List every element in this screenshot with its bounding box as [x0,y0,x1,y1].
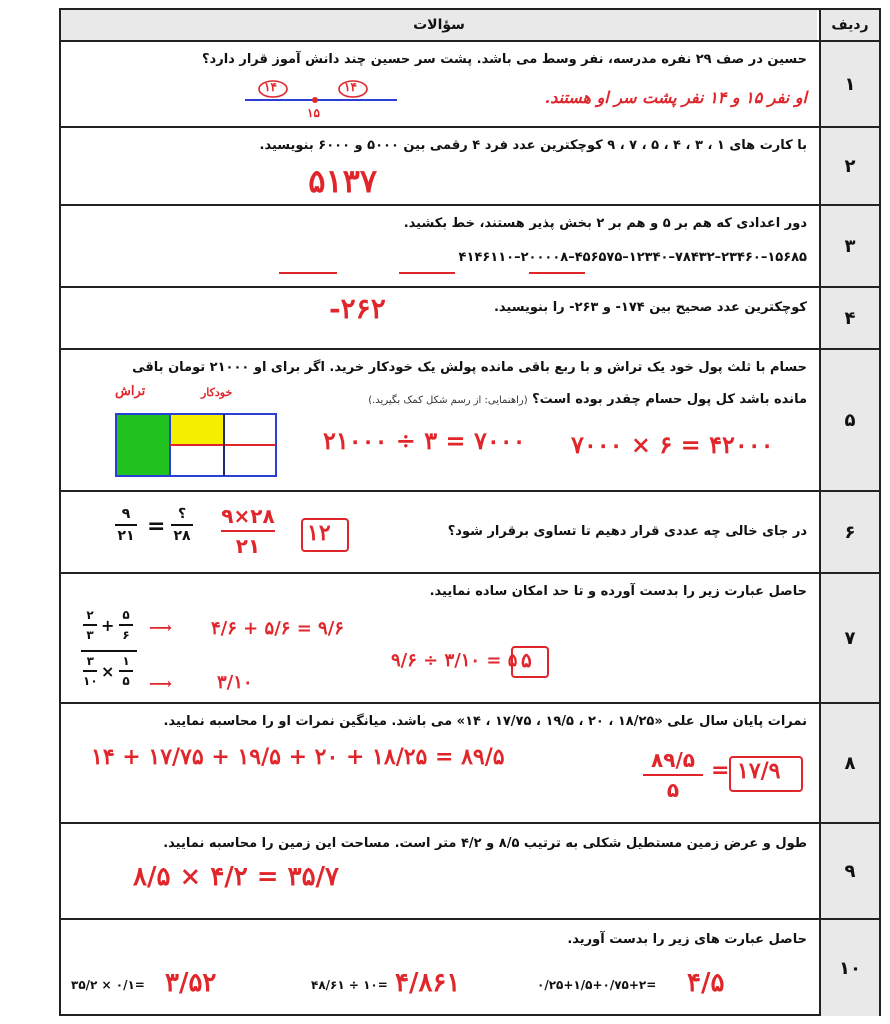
sum-calculation: ۱۴ + ۱۷/۷۵ + ۱۹/۵ + ۲۰ + ۱۸/۲۵ = ۸۹/۵ [91,744,505,770]
question-text: حاصل عبارت زیر را بدست آورده و تا حد امکان ساده نمایید. [429,584,807,599]
fraction [119,654,133,688]
question-cell [61,920,817,1016]
calculation-step: ۴/۶ + ۵/۶ = ۹/۶ [211,618,344,639]
numerator: ۹×۲۸ [221,504,275,528]
row-number: ۴ [819,288,879,348]
numerator: ۲ [86,608,94,622]
question-text: مانده باشد کل پول حسام چقدر بوده است؟ [532,392,807,407]
denominator: ۳ [86,628,94,642]
question-cell [61,824,817,918]
question-row-4 [61,288,879,350]
handwritten-answer: ۵ [521,648,532,672]
question-cell [61,42,817,126]
question-cell [61,574,817,702]
handwritten-answer: ۴/۵ [687,968,725,998]
question-text: نمرات پایان سال علی «۱۸/۲۵ ، ۲۰ ، ۱۹/۵ ، ۱۷/۷۵ ، ۱۴» می باشد. میانگین نمرات او را محاسبه نمایید. [163,714,807,729]
expression: ۰/۲۵+۱/۵+۰/۷۵+۲= [537,978,657,992]
equals-sign: = [711,758,730,783]
denominator: ۱۰ [83,674,98,688]
denominator: ۲۱ [117,528,135,544]
question-text: حسام با ثلث پول خود یک تراش و با ربع باقی مانده پولش یک خودکار خرید. اگر برای او ۲۱۰۰۰ تومان باقی [132,360,807,375]
fraction [83,654,98,688]
underline-mark [529,272,585,274]
table-header [61,10,879,42]
handwritten-answer: -۲۶۲ [329,292,386,325]
row-number: ۸ [819,704,879,822]
sharpener-label: تراش [115,384,146,399]
question-cell [61,704,817,822]
row-number: ۷ [819,574,879,702]
equals-sign: = [147,514,166,539]
main-fraction-bar [81,650,137,652]
numerator: ۹ [121,506,131,522]
handwritten-answer: ۴/۸۶۱ [395,968,461,998]
denominator: ۲۸ [173,528,191,544]
row-number: ۹ [819,824,879,918]
right-count-label: ۱۴ [344,80,357,94]
row-label-header: ردیف [819,10,879,40]
number-list: ۴۱۴۶۱۱۰–۲۰۰۰۰۸–۴۵۶۵۷۵–۱۲۳۴۰–۷۸۴۳۲–۲۳۴۶۰–۱۵۶۸۵ [458,250,807,265]
numerator: ۸۹/۵ [651,748,695,772]
question-hint: (راهنمایی: از رسم شکل کمک بگیرید.) [368,395,528,406]
question-text: دور اعدادی که هم بر ۵ و هم بر ۲ بخش پذیر هستند، خط بکشید. [403,216,807,231]
numerator: ؟ [177,506,187,522]
handwritten-answer: او نفر ۱۵ و ۱۴ نفر پشت سر او هستند. [544,88,807,107]
question-row-2 [61,128,879,206]
question-cell [61,350,817,490]
numerator: ۵ [122,608,130,622]
denominator: ۶ [122,628,130,642]
question-text: حسین در صف ۲۹ نفره مدرسه، نفر وسط می باشد. پشت سر حسین چند دانش آموز قرار دارد؟ [202,52,807,67]
row-number: ۱ [819,42,879,126]
question-cell [61,206,817,286]
calculation-step: ۷۰۰۰ × ۶ = ۴۲۰۰۰ [571,430,774,459]
calculation-step: ۹/۶ ÷ ۳/۱۰ = ۵ [391,650,518,671]
question-row-1 [61,42,879,128]
arrow-icon: ⟶ [149,618,172,637]
underline-mark [279,272,337,274]
question-text-line2 [368,392,807,407]
denominator: ۲۱ [235,534,261,558]
numerator: ۱ [122,654,130,668]
underline-mark [399,272,455,274]
arrow-icon: ⟶ [149,674,172,693]
working-fraction [221,504,275,558]
question-text: با کارت های ۱ ، ۳ ، ۴ ، ۵ ، ۷ ، ۹ کوچکترین عدد فرد ۴ رقمی بین ۵۰۰۰ و ۶۰۰۰ بنویسید. [259,138,807,153]
calculation-step: ۲۱۰۰۰ ÷ ۳ = ۷۰۰۰ [323,426,526,455]
middle-label: ۱۵ [307,106,320,120]
fraction-right [171,506,193,544]
plus-sign: + [101,616,115,635]
question-text: کوچکترین عدد صحیح بین ۱۷۴- و ۲۶۳- را بنویسید. [493,300,807,315]
question-row-10 [61,920,879,1016]
row-number: ۲ [819,128,879,204]
times-sign: × [101,662,115,681]
handwritten-answer: ۵۱۳۷ [308,162,377,200]
handwritten-answer: ۳/۵۲ [165,968,217,998]
expression: ۳۵/۲ × ۰/۱= [71,978,145,992]
calculation-step: ۳/۱۰ [217,672,253,693]
question-cell [61,288,817,348]
question-row-8 [61,704,879,824]
questions-header: سؤالات [61,10,817,40]
row-number: ۱۰ [819,920,879,1016]
question-row-3 [61,206,879,288]
question-text: در جای خالی چه عددی قرار دهیم تا تساوی برقرار شود؟ [447,524,807,539]
pen-label: خودکار [201,386,233,399]
money-grid-diagram [114,412,278,478]
row-number: ۵ [819,350,879,490]
handwritten-answer: ۱۷/۹ [737,758,781,784]
question-text: طول و عرض زمین مستطیل شکلی به ترتیب ۸/۵ و ۴/۲ متر است. مساحت این زمین را محاسبه نمایید. [163,836,807,851]
average-fraction [643,748,703,802]
question-row-5 [61,350,879,492]
question-row-9 [61,824,879,920]
left-count-label: ۱۴ [264,80,277,94]
denominator: ۵ [122,674,130,688]
handwritten-answer: ۱۲ [307,520,331,546]
question-row-7 [61,574,879,704]
question-row-6 [61,492,879,574]
row-number: ۳ [819,206,879,286]
handwritten-answer: ۸/۵ × ۴/۲ = ۳۵/۷ [133,862,340,892]
fraction-left [115,506,137,544]
fraction [83,608,97,642]
question-cell [61,128,817,204]
fraction [119,608,133,642]
expression: ۴۸/۶۱ ÷ ۱۰= [311,978,388,992]
question-text: حاصل عبارت های زیر را بدست آورید. [567,932,807,947]
numerator: ۳ [86,654,94,668]
exam-sheet [59,8,881,1016]
question-cell [61,492,817,572]
row-number: ۶ [819,492,879,572]
denominator: ۵ [666,778,680,802]
